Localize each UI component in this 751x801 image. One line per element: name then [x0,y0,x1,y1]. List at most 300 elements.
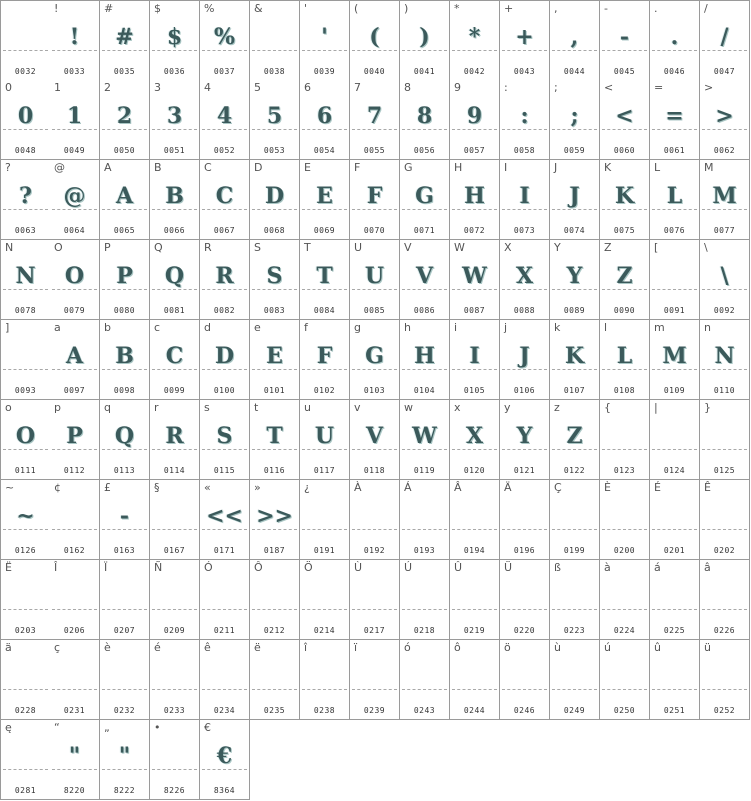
char-label: ) [404,2,409,15]
glyph-preview: G [415,183,434,209]
char-label: ¿ [304,481,310,494]
char-label: n [704,321,711,334]
glyph-preview [300,500,349,532]
glyph-cell[interactable] [200,240,250,320]
char-code: 0048 [14,146,37,155]
glyph-cell[interactable] [100,240,150,320]
glyph-cell[interactable] [150,400,200,480]
glyph-cell[interactable] [0,160,51,240]
char-code: 0126 [14,546,37,555]
char-code: 0224 [613,626,636,635]
glyph-preview: F [316,343,333,369]
glyph-cell[interactable] [600,480,650,560]
glyph-preview: # [115,24,134,50]
char-code: 0252 [713,706,736,715]
char-label: 2 [104,81,111,94]
glyph-preview [400,580,449,612]
char-code: 0039 [313,67,336,76]
glyph-cell[interactable] [700,320,750,400]
glyph-cell[interactable] [400,400,450,480]
glyph-cell[interactable] [250,400,300,480]
glyph-cell[interactable] [100,480,150,560]
char-label: ç [54,641,61,654]
glyph-preview: ~ [16,503,35,529]
glyph-preview [700,580,749,612]
glyph-cell[interactable] [100,560,150,640]
glyph-cell[interactable] [650,320,700,400]
glyph-cell[interactable] [600,640,650,720]
glyph-preview: X [515,263,534,289]
char-label: Ú [404,561,413,574]
glyph-cell[interactable] [150,320,200,400]
glyph-cell[interactable] [400,240,450,320]
glyph-cell[interactable] [700,240,750,320]
glyph-preview [350,580,399,612]
char-label: & [254,2,263,15]
glyph-cell[interactable] [700,0,750,81]
glyph-cell[interactable] [50,480,100,560]
glyph-preview [50,660,99,692]
char-code: 0060 [613,146,636,155]
glyph-cell[interactable] [350,640,400,720]
glyph-cell[interactable] [150,0,200,81]
glyph-preview: R [215,263,234,289]
glyph-preview: * [468,24,481,50]
glyph-cell[interactable] [400,160,450,240]
glyph-cell[interactable] [0,0,51,81]
char-code: 0107 [563,386,586,395]
char-code: 0212 [263,626,286,635]
glyph-cell[interactable] [100,0,150,81]
char-code: 0109 [663,386,686,395]
char-code: 0075 [613,226,636,235]
char-code: 0082 [213,306,236,315]
char-label: R [204,241,212,254]
glyph-cell[interactable] [650,560,700,640]
char-label: I [504,161,508,174]
char-label: D [254,161,263,174]
char-label: c [154,321,161,334]
char-code: 0201 [663,546,686,555]
glyph-cell[interactable] [700,480,750,560]
char-label: À [354,481,362,494]
glyph-preview: << [206,503,243,529]
glyph-preview: U [364,263,385,289]
char-label: J [554,161,558,174]
glyph-cell[interactable] [550,0,600,81]
glyph-cell[interactable] [150,160,200,240]
glyph-preview [650,580,699,612]
char-code: 0085 [363,306,386,315]
glyph-cell[interactable] [300,160,350,240]
glyph-cell[interactable] [600,560,650,640]
glyph-preview: 6 [316,103,333,129]
char-code: 0067 [213,226,236,235]
char-code: 0033 [63,67,86,76]
glyph-cell[interactable] [200,560,250,640]
char-code: 0054 [313,146,336,155]
char-code: 0193 [413,546,436,555]
glyph-cell[interactable] [350,0,400,81]
glyph-cell[interactable] [200,640,250,720]
char-label: Û [454,561,463,574]
glyph-preview: O [64,263,85,289]
glyph-cell[interactable] [500,160,550,240]
glyph-preview: - [619,24,630,50]
glyph-preview [600,580,649,612]
glyph-preview [1,740,50,772]
glyph-cell[interactable] [350,240,400,320]
glyph-preview: M [712,183,737,209]
glyph-cell[interactable] [650,80,700,160]
glyph-cell[interactable] [350,320,400,400]
glyph-cell[interactable] [500,560,550,640]
glyph-preview [450,500,499,532]
char-label: v [354,401,361,414]
glyph-cell[interactable] [200,400,250,480]
char-label: | [654,401,658,414]
char-code: 0066 [163,226,186,235]
glyph-preview: > [715,103,734,129]
glyph-preview: M [662,343,687,369]
glyph-cell[interactable] [300,240,350,320]
glyph-cell[interactable] [550,80,600,160]
char-label: a [54,321,61,334]
char-label: B [154,161,162,174]
char-label: r [154,401,159,414]
glyph-preview: L [666,183,683,209]
char-label: P [104,241,111,254]
char-code: 0231 [63,706,86,715]
char-code: 0217 [363,626,386,635]
char-code: 0219 [463,626,486,635]
glyph-preview [300,580,349,612]
glyph-cell[interactable] [700,640,750,720]
glyph-cell[interactable] [400,640,450,720]
char-label: Ä [504,481,512,494]
glyph-preview: 8 [416,103,433,129]
glyph-cell[interactable] [600,80,650,160]
glyph-cell[interactable] [250,320,300,400]
char-label: ó [404,641,411,654]
char-label: W [454,241,465,254]
char-label: Ó [204,561,213,574]
char-label: 7 [354,81,361,94]
glyph-preview: B [165,183,184,209]
glyph-cell[interactable] [0,640,51,720]
glyph-cell[interactable] [0,80,51,160]
glyph-preview: R [165,423,184,449]
char-label: • [154,721,161,734]
glyph-cell[interactable] [50,240,100,320]
char-code: 0233 [163,706,186,715]
char-code: 0238 [313,706,336,715]
glyph-cell[interactable] [250,80,300,160]
char-code: 0125 [713,466,736,475]
glyph-preview: A [115,183,134,209]
glyph-cell[interactable] [150,720,200,800]
glyph-cell[interactable] [250,640,300,720]
glyph-cell[interactable] [600,400,650,480]
glyph-cell[interactable] [150,640,200,720]
glyph-cell[interactable] [0,320,51,400]
glyph-preview: O [15,423,36,449]
glyph-preview: ( [369,24,380,50]
glyph-cell[interactable] [600,240,650,320]
char-label: ' [304,2,308,15]
char-label: m [654,321,665,334]
glyph-cell[interactable] [550,560,600,640]
glyph-cell[interactable] [650,400,700,480]
glyph-preview: - [119,503,130,529]
glyph-preview [50,500,99,532]
glyph-cell[interactable] [500,240,550,320]
glyph-cell[interactable] [550,640,600,720]
char-code: 0087 [463,306,486,315]
char-code: 0086 [413,306,436,315]
char-code: 8364 [213,786,236,795]
glyph-cell[interactable] [650,240,700,320]
glyph-cell[interactable] [350,160,400,240]
glyph-cell[interactable] [450,480,500,560]
glyph-cell[interactable] [100,320,150,400]
glyph-cell[interactable] [50,320,100,400]
char-code: 0162 [63,546,86,555]
char-label: ] [5,321,10,334]
glyph-preview [350,660,399,692]
glyph-cell[interactable] [400,0,450,81]
glyph-cell[interactable] [300,640,350,720]
char-code: 0167 [163,546,186,555]
glyph-cell[interactable] [100,640,150,720]
glyph-cell[interactable] [450,400,500,480]
glyph-cell[interactable] [400,80,450,160]
char-label: ä [5,641,12,654]
glyph-cell[interactable] [0,720,51,800]
glyph-preview: J [569,183,580,209]
char-code: 0194 [463,546,486,555]
glyph-cell[interactable] [500,400,550,480]
char-label: E [304,161,311,174]
char-code: 0124 [663,466,686,475]
glyph-cell[interactable] [200,320,250,400]
glyph-cell[interactable] [200,80,250,160]
glyph-preview [600,660,649,692]
glyph-cell[interactable] [700,400,750,480]
glyph-cell[interactable] [0,240,51,320]
char-label: 0 [5,81,12,94]
char-code: 0032 [14,67,37,76]
glyph-preview: Z [566,423,583,449]
char-label: > [704,81,714,94]
glyph-cell[interactable] [700,560,750,640]
glyph-preview: % [214,24,235,50]
glyph-cell[interactable] [550,480,600,560]
glyph-cell[interactable] [250,240,300,320]
glyph-cell[interactable] [300,560,350,640]
char-code: 0226 [713,626,736,635]
glyph-preview: N [714,343,735,369]
glyph-cell[interactable] [0,480,51,560]
glyph-cell[interactable] [700,80,750,160]
glyph-cell[interactable] [50,640,100,720]
glyph-cell[interactable] [150,480,200,560]
char-label: x [454,401,461,414]
char-code: 0071 [413,226,436,235]
glyph-cell[interactable] [100,720,150,800]
glyph-cell[interactable] [350,480,400,560]
glyph-cell[interactable] [50,0,100,81]
glyph-cell[interactable] [500,320,550,400]
glyph-cell[interactable] [200,720,250,800]
glyph-cell[interactable] [600,160,650,240]
char-code: 8226 [163,786,186,795]
char-code: 0090 [613,306,636,315]
glyph-preview [1,340,50,372]
glyph-cell[interactable] [250,0,300,81]
char-label: V [404,241,412,254]
char-code: 0244 [463,706,486,715]
glyph-preview: X [465,423,484,449]
glyph-cell[interactable] [150,240,200,320]
glyph-preview: C [215,183,234,209]
glyph-cell[interactable] [350,80,400,160]
glyph-cell[interactable] [350,400,400,480]
glyph-cell[interactable] [250,560,300,640]
char-code: 0104 [413,386,436,395]
glyph-preview [150,740,199,772]
char-code: 0061 [663,146,686,155]
char-label: è [104,641,111,654]
glyph-cell[interactable] [550,160,600,240]
glyph-cell[interactable] [400,560,450,640]
char-label: L [654,161,661,174]
glyph-cell[interactable] [0,560,51,640]
glyph-cell[interactable] [650,160,700,240]
glyph-cell[interactable] [50,560,100,640]
char-code: 0046 [663,67,686,76]
glyph-cell[interactable] [550,400,600,480]
glyph-preview [600,420,649,452]
glyph-preview: S [216,423,233,449]
char-label: « [204,481,211,494]
glyph-cell[interactable] [450,0,500,81]
char-code: 0218 [413,626,436,635]
char-label: Q [154,241,163,254]
glyph-cell[interactable] [250,160,300,240]
glyph-cell[interactable] [350,560,400,640]
char-label: Ö [304,561,313,574]
glyph-cell[interactable] [50,160,100,240]
char-code: 0196 [513,546,536,555]
glyph-cell[interactable] [450,240,500,320]
char-label: 3 [154,81,161,94]
glyph-cell[interactable] [500,0,550,81]
glyph-cell[interactable] [650,0,700,81]
char-code: 0243 [413,706,436,715]
glyph-preview: + [515,24,534,50]
glyph-cell[interactable] [650,640,700,720]
glyph-preview: C [165,343,184,369]
glyph-cell[interactable] [300,80,350,160]
char-code: 0073 [513,226,536,235]
glyph-cell[interactable] [450,80,500,160]
glyph-preview: H [464,183,485,209]
glyph-cell[interactable] [300,480,350,560]
glyph-cell[interactable] [450,560,500,640]
glyph-cell[interactable] [50,720,100,800]
char-label: } [704,401,711,414]
glyph-cell[interactable] [500,640,550,720]
char-label: K [604,161,612,174]
glyph-cell[interactable] [100,400,150,480]
glyph-cell[interactable] [250,480,300,560]
glyph-cell[interactable] [200,160,250,240]
char-code: 0118 [363,466,386,475]
glyph-cell[interactable] [550,240,600,320]
glyph-cell[interactable] [200,0,250,81]
char-label: : [504,81,508,94]
glyph-cell[interactable] [100,160,150,240]
glyph-cell[interactable] [150,560,200,640]
glyph-cell[interactable] [500,480,550,560]
char-label: < [604,81,614,94]
glyph-preview [100,660,149,692]
char-label: { [604,401,611,414]
glyph-cell[interactable] [50,400,100,480]
char-label: s [204,401,210,414]
char-code: 0203 [14,626,37,635]
glyph-cell[interactable] [400,320,450,400]
glyph-cell[interactable] [500,80,550,160]
glyph-cell[interactable] [600,320,650,400]
glyph-cell[interactable] [450,160,500,240]
glyph-preview: B [115,343,134,369]
glyph-cell[interactable] [550,320,600,400]
char-code: 0228 [14,706,37,715]
char-code: 0076 [663,226,686,235]
glyph-preview: 2 [116,103,133,129]
glyph-cell[interactable] [450,320,500,400]
glyph-cell[interactable] [650,480,700,560]
glyph-cell[interactable] [700,160,750,240]
char-label: ü [704,641,711,654]
glyph-preview [50,580,99,612]
glyph-cell[interactable] [300,400,350,480]
char-code: 8220 [63,786,86,795]
char-label: ! [54,2,59,15]
glyph-cell[interactable] [300,320,350,400]
glyph-cell[interactable] [400,480,450,560]
glyph-cell[interactable] [200,480,250,560]
glyph-cell[interactable] [0,400,51,480]
glyph-cell[interactable] [100,80,150,160]
char-code: 0103 [363,386,386,395]
glyph-cell[interactable] [300,0,350,81]
glyph-cell[interactable] [50,80,100,160]
char-code: 0187 [263,546,286,555]
glyph-cell[interactable] [150,80,200,160]
char-code: 0211 [213,626,236,635]
char-code: 0035 [113,67,136,76]
char-code: 0040 [363,67,386,76]
char-label: È [604,481,611,494]
char-label: * [454,2,460,15]
glyph-cell[interactable] [450,640,500,720]
glyph-preview: G [365,343,384,369]
char-code: 0088 [513,306,536,315]
glyph-cell[interactable] [600,0,650,81]
